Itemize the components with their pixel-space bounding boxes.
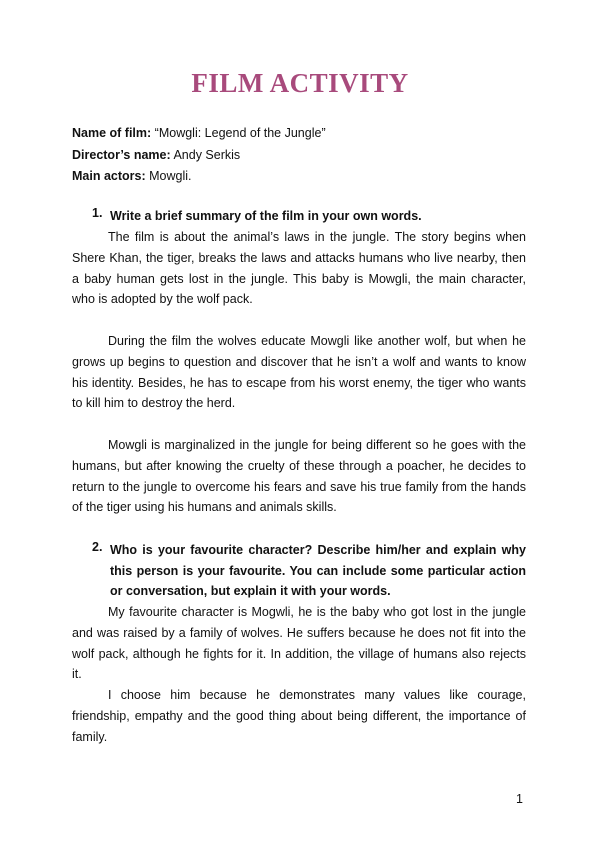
actors-value: Mowgli.: [149, 169, 192, 183]
film-name-line: [72, 123, 326, 145]
answer-1-paragraph-2: During the film the wolves educate Mowgli like another wolf, but when he grows up begins to question and discover that he isn’t a wolf and wants to know his identity. Besides, he has to escape from his worst enemy, the tiger who wants to kill him to destroy the herd.: [72, 334, 526, 411]
answer-2-paragraph-1: My favourite character is Mogwli, he is the baby who got lost in the jungle and was raised by a family of wolves. He suffers because he does not fit into the wolf pack, although he fights for it. In addition, the village of humans also rejects it.: [72, 605, 526, 682]
director-line: [72, 145, 326, 167]
question-2: [72, 540, 526, 602]
question-1-text: Write a brief summary of the film in your own words.: [110, 209, 422, 223]
answer-1-paragraph-3: Mowgli is marginalized in the jungle for being different so he goes with the humans, but after knowing the cruelty of these through a poacher, he decides to return to the jungle to overcome his fears and save his true family from the hands of the tiger using his humans and animals skills.: [72, 438, 526, 515]
question-1-number: 1.: [92, 206, 103, 220]
page-title: FILM ACTIVITY: [191, 68, 409, 98]
page-number: 1: [516, 792, 523, 806]
film-name-value: “Mowgli: Legend of the Jungle”: [154, 126, 326, 140]
question-2-number: 2.: [92, 540, 103, 554]
actors-label: Main actors:: [72, 169, 146, 183]
director-label: Director’s name:: [72, 147, 171, 162]
answer-1-paragraph-1: The film is about the animal’s laws in the jungle. The story begins when Shere Khan, the tiger, breaks the laws and attacks humans who live nearby, then a baby human gets lost in the jungle. This baby is Mowgli, the main character, who is adopted by the wolf pack.: [72, 230, 526, 307]
film-name-label: Name of film:: [72, 126, 152, 140]
director-value: Andy Serkis: [173, 147, 241, 162]
film-info: [72, 123, 326, 188]
answer-2-paragraph-2: I choose him because he demonstrates many values like courage, friendship, empathy and the good thing about being different, the importance of family.: [72, 688, 526, 744]
question-1: [72, 206, 526, 227]
question-2-text: Who is your favourite character? Describe him/her and explain why this person is your favourite. You can include some particular action or conversation, but explain it with your words.: [110, 543, 526, 598]
actors-line: [72, 166, 326, 188]
